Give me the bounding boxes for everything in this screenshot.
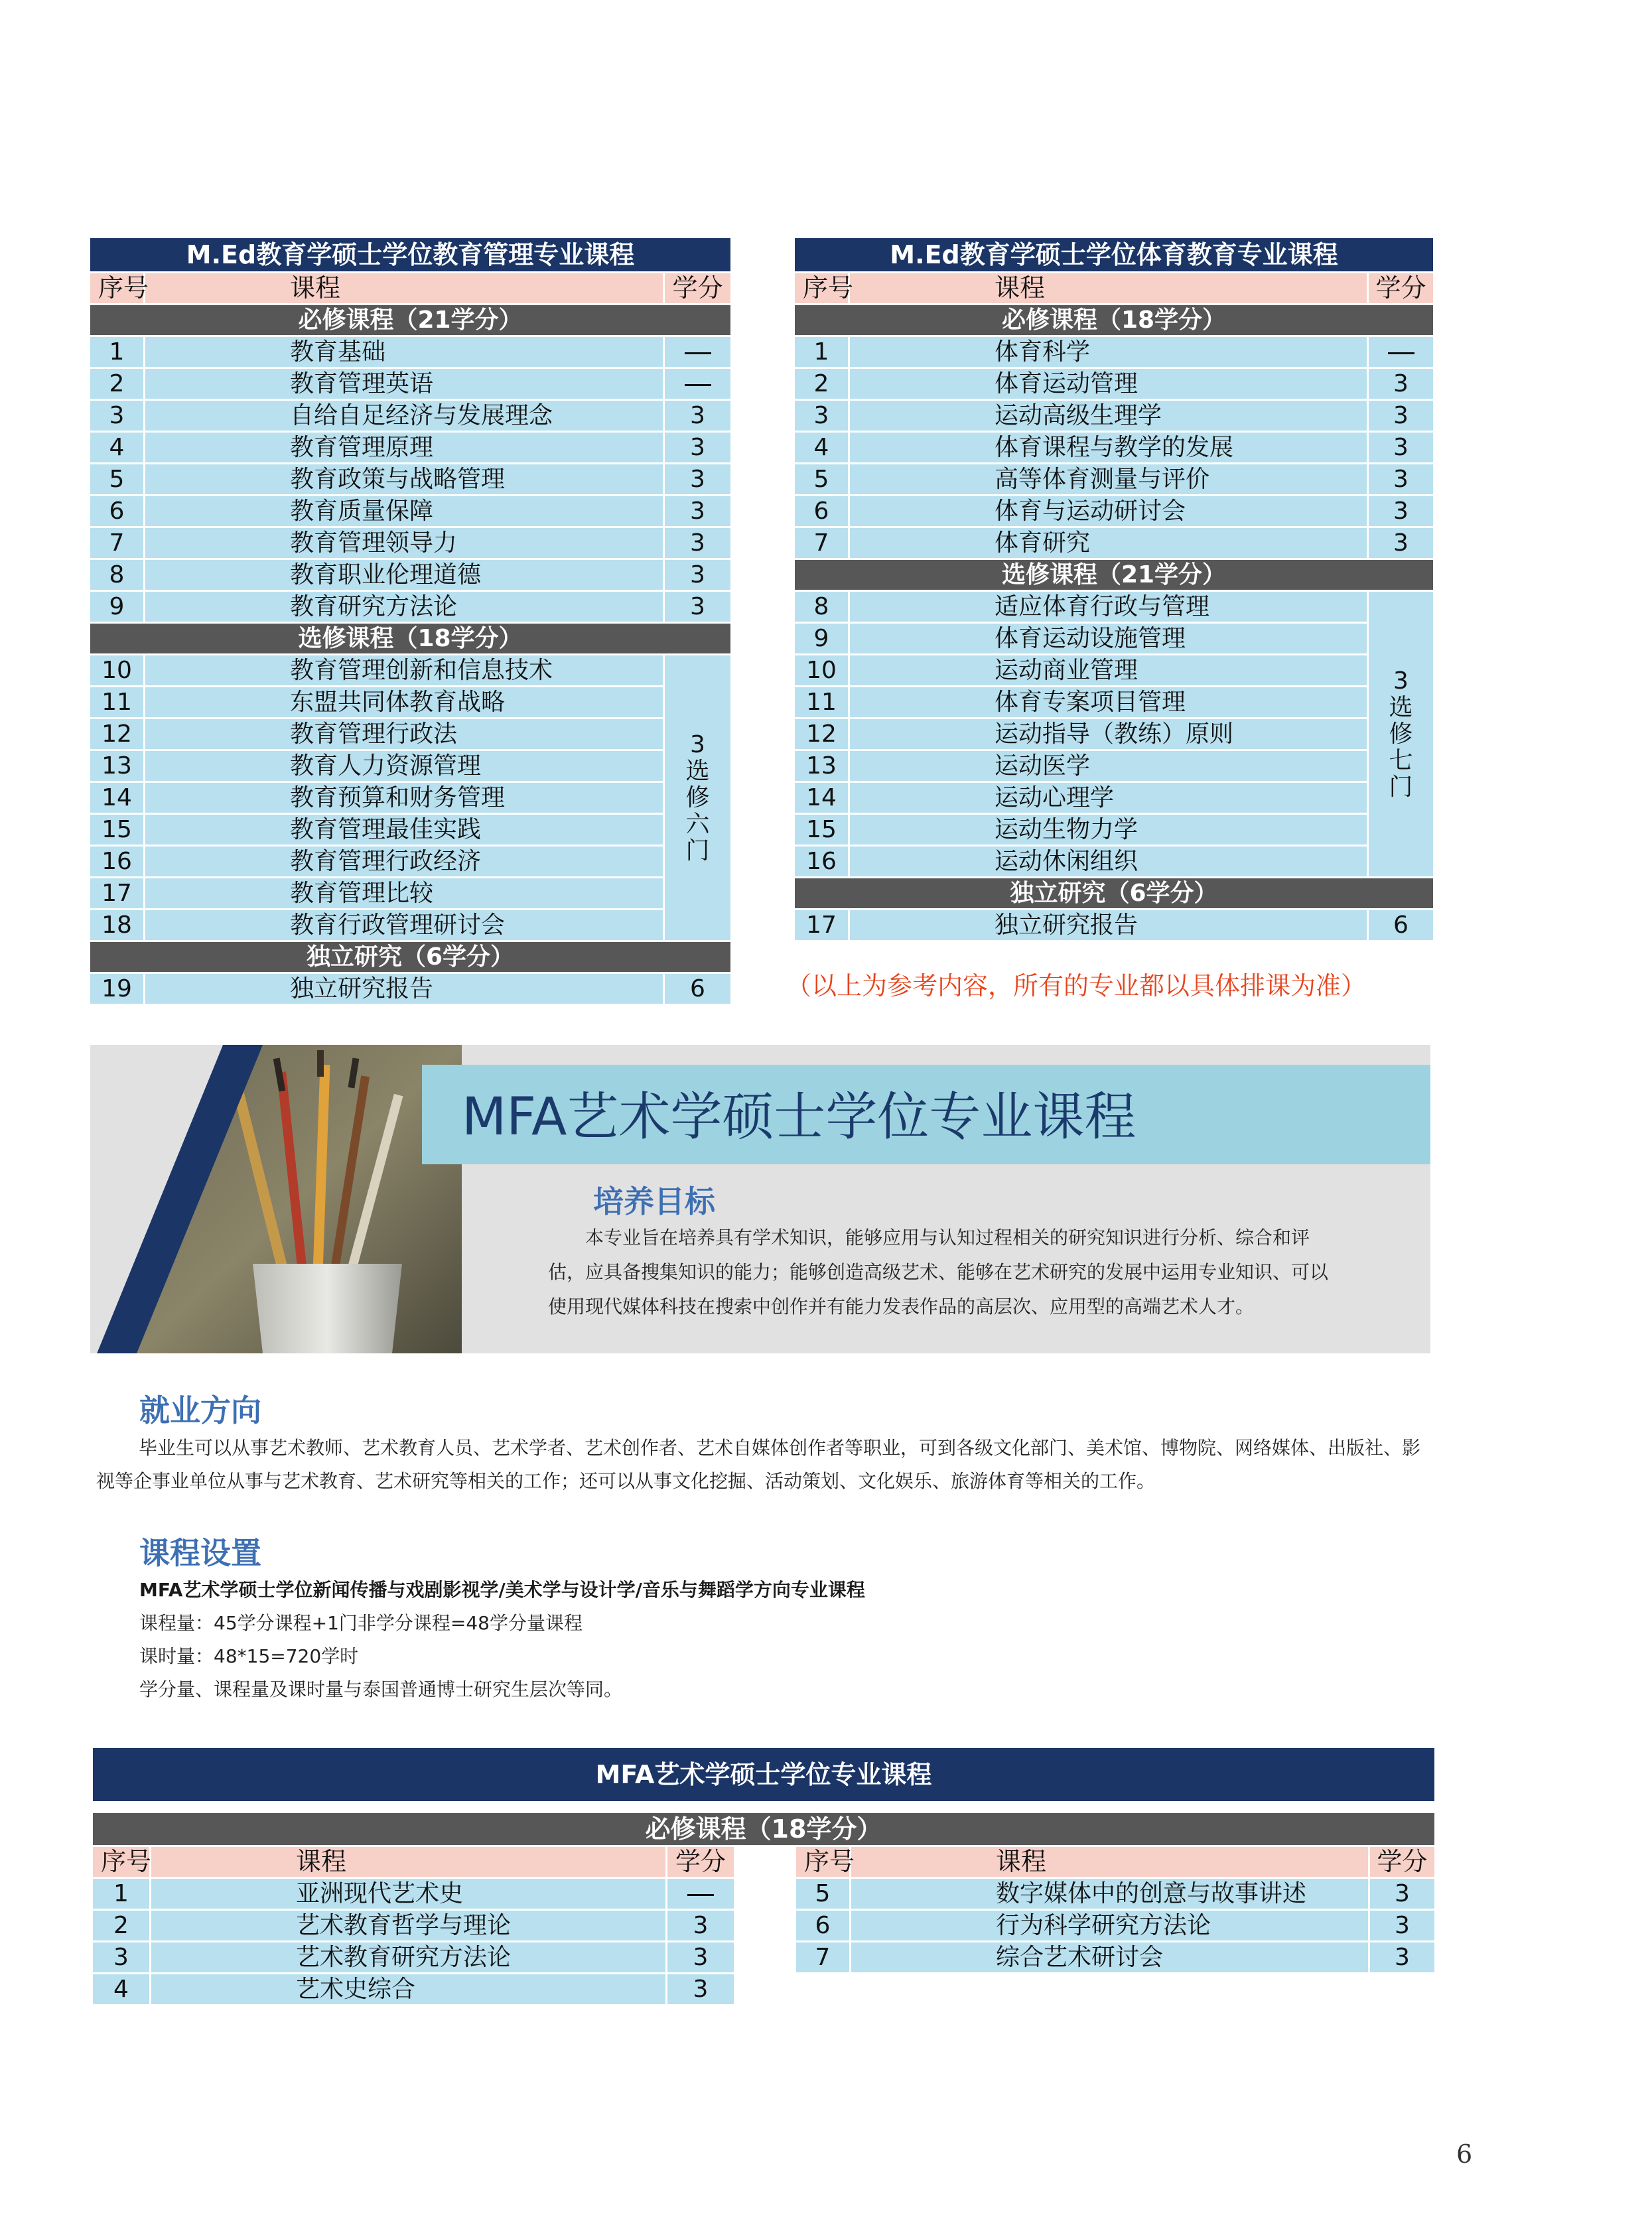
table-row [795, 464, 1433, 496]
course-no: 2 [90, 369, 143, 401]
dash-mark [685, 384, 711, 386]
elective-credit: 3 [690, 730, 705, 758]
course-no: 6 [90, 496, 143, 528]
course-no: 3 [93, 1942, 149, 1974]
section-label: 选修课程（21学分） [795, 560, 1433, 592]
goal-heading: 培养目标 [593, 1184, 715, 1219]
course-no: 15 [795, 815, 848, 847]
course-name: 体育科学 [848, 337, 1367, 369]
course-name: 教育基础 [143, 337, 663, 369]
course-credit: 3 [1367, 496, 1433, 528]
course-credit: 3 [1367, 369, 1433, 401]
table-row [90, 337, 730, 369]
curriculum-line-3: 学分量、课程量及课时量与泰国普通博士研究生层次等同。 [139, 1678, 623, 1700]
course-no: 19 [90, 974, 143, 1006]
page-number: 6 [1456, 2139, 1473, 2169]
course-name: 独立研究报告 [848, 910, 1367, 942]
course-no: 1 [795, 337, 848, 369]
elective-credit-cell [663, 655, 730, 942]
course-name: 教育研究方法论 [143, 592, 663, 624]
course-name: 行为科学研究方法论 [849, 1911, 1368, 1942]
header-no: 序号 [90, 273, 143, 305]
course-credit: 3 [665, 1942, 734, 1974]
header-no: 序号 [796, 1847, 849, 1879]
course-no: 7 [90, 528, 143, 560]
section-label: 选修课程（18学分） [90, 624, 730, 655]
course-no: 9 [795, 624, 848, 655]
header-credit: 学分 [663, 273, 730, 305]
course-name: 数字媒体中的创意与故事讲述 [849, 1879, 1368, 1911]
course-no: 13 [795, 751, 848, 783]
table-row [90, 655, 730, 687]
course-name: 体育运动管理 [848, 369, 1367, 401]
goal-text: 本专业旨在培养具有学术知识，能够应用与认知过程相关的研究知识进行分析、综合和评估，应具备搜集知识的能力；能够创造高级艺术、能够在艺术研究的发展中运用专业知识、可以使用现代媒体科技在搜索中创作并有能力发表作品的高层次、应用型的高端艺术人才。 [548, 1227, 1329, 1318]
med-physical-education-table [795, 238, 1433, 942]
course-credit [665, 1879, 734, 1911]
course-no: 4 [795, 433, 848, 464]
header-course: 课程 [848, 273, 1367, 305]
course-credit: 3 [665, 1974, 734, 2006]
table-header-row [795, 273, 1433, 305]
elective-note: 选修六门 [685, 757, 710, 864]
section-label: 必修课程（21学分） [90, 305, 730, 337]
course-name: 教育管理比较 [143, 878, 663, 910]
course-credit: 3 [663, 433, 730, 464]
course-credit: 3 [663, 528, 730, 560]
curriculum-line-1: 课程量：45学分课程+1门非学分课程=48学分量课程 [139, 1612, 583, 1634]
table-row [90, 528, 730, 560]
dash-mark [685, 352, 711, 354]
course-name: 运动医学 [848, 751, 1367, 783]
table-row [90, 751, 730, 783]
mfa-banner [90, 1045, 1430, 1353]
table-row [90, 560, 730, 592]
table-header-row [93, 1847, 734, 1879]
mfa-table-right [796, 1847, 1434, 1974]
course-name: 体育专案项目管理 [848, 687, 1367, 719]
table-row [795, 847, 1433, 878]
course-name: 教育管理最佳实践 [143, 815, 663, 847]
table-header-row [796, 1847, 1434, 1879]
table-row [93, 1911, 734, 1942]
course-credit: 6 [1367, 910, 1433, 942]
table-row [795, 337, 1433, 369]
header-course: 课程 [149, 1847, 665, 1879]
table-row [90, 433, 730, 464]
header-credit: 学分 [1368, 1847, 1434, 1879]
course-no: 14 [90, 783, 143, 815]
section-required [795, 305, 1433, 337]
career-text: 毕业生可以从事艺术教师、艺术教育人员、艺术学者、艺术创作者、艺术自媒体创作者等职业，可到各级文化部门、美术馆、博物院、网络媒体、出版社、影视等企事业单位从事与艺术教育、艺术研究等相关的工作；还可以从事文化挖掘、活动策划、文化娱乐、旅游体育等相关的工作。 [96, 1437, 1421, 1492]
table-row [90, 974, 730, 1006]
course-name: 教育政策与战略管理 [143, 464, 663, 496]
course-name: 高等体育测量与评价 [848, 464, 1367, 496]
course-no: 3 [90, 401, 143, 433]
section-elective [90, 624, 730, 655]
table-row [90, 464, 730, 496]
table-row [93, 1974, 734, 2006]
course-no: 2 [795, 369, 848, 401]
course-no: 5 [795, 464, 848, 496]
table-row [90, 369, 730, 401]
table-row [796, 1911, 1434, 1942]
course-no: 7 [795, 528, 848, 560]
header-credit: 学分 [1367, 273, 1433, 305]
course-credit [663, 337, 730, 369]
table-row [795, 592, 1433, 624]
course-name: 亚洲现代艺术史 [149, 1879, 665, 1911]
table-row [795, 624, 1433, 655]
table-row [90, 847, 730, 878]
header-no: 序号 [93, 1847, 149, 1879]
course-credit: 3 [1367, 401, 1433, 433]
mfa-table-left [93, 1847, 734, 2006]
table-row [795, 815, 1433, 847]
table-row [795, 401, 1433, 433]
table-row [795, 910, 1433, 942]
table-row [795, 751, 1433, 783]
table-row [795, 719, 1433, 751]
section-independent [90, 942, 730, 974]
course-no: 9 [90, 592, 143, 624]
course-name: 教育预算和财务管理 [143, 783, 663, 815]
course-name: 体育研究 [848, 528, 1367, 560]
course-name: 综合艺术研讨会 [849, 1942, 1368, 1974]
course-name: 教育管理行政经济 [143, 847, 663, 878]
course-credit: 3 [663, 464, 730, 496]
course-credit: 6 [663, 974, 730, 1006]
course-name: 艺术教育哲学与理论 [149, 1911, 665, 1942]
table-row [796, 1942, 1434, 1974]
mfa-required-label: 必修课程（18学分） [93, 1813, 1434, 1845]
course-no: 16 [90, 847, 143, 878]
course-credit [663, 369, 730, 401]
section-required [90, 305, 730, 337]
course-credit: 3 [663, 592, 730, 624]
course-no: 12 [795, 719, 848, 751]
course-no: 16 [795, 847, 848, 878]
course-no: 6 [795, 496, 848, 528]
course-name: 适应体育行政与管理 [848, 592, 1367, 624]
course-name: 体育课程与教学的发展 [848, 433, 1367, 464]
course-name: 教育行政管理研讨会 [143, 910, 663, 942]
table-row [795, 528, 1433, 560]
course-credit [1367, 337, 1433, 369]
curriculum-subtitle: MFA艺术学硕士学位新闻传播与戏剧影视学/美术学与设计学/音乐与舞蹈学方向专业课程 [139, 1579, 865, 1601]
course-no: 17 [795, 910, 848, 942]
section-label: 独立研究（6学分） [90, 942, 730, 974]
table-row [795, 783, 1433, 815]
section-label: 必修课程（18学分） [795, 305, 1433, 337]
career-heading: 就业方向 [139, 1392, 261, 1428]
table-row [93, 1942, 734, 1974]
course-credit: 3 [1368, 1911, 1434, 1942]
course-name: 运动生物力学 [848, 815, 1367, 847]
course-no: 7 [796, 1942, 849, 1974]
course-name: 独立研究报告 [143, 974, 663, 1006]
course-name: 教育管理创新和信息技术 [143, 655, 663, 687]
course-no: 8 [90, 560, 143, 592]
course-no: 10 [795, 655, 848, 687]
header-course: 课程 [143, 273, 663, 305]
course-no: 13 [90, 751, 143, 783]
table-row [795, 655, 1433, 687]
table-row [795, 369, 1433, 401]
section-label: 独立研究（6学分） [795, 878, 1433, 910]
section-independent [795, 878, 1433, 910]
med-education-management-table [90, 238, 730, 1006]
course-name: 运动高级生理学 [848, 401, 1367, 433]
table-row [796, 1879, 1434, 1911]
dash-mark [1388, 352, 1414, 354]
course-no: 3 [795, 401, 848, 433]
course-name: 体育运动设施管理 [848, 624, 1367, 655]
curriculum-line-2: 课时量：48*15=720学时 [139, 1645, 359, 1667]
course-credit: 3 [665, 1911, 734, 1942]
table-row [90, 783, 730, 815]
table-row [90, 910, 730, 942]
dash-mark [687, 1894, 714, 1896]
course-name: 教育人力资源管理 [143, 751, 663, 783]
header-no: 序号 [795, 273, 848, 305]
course-credit: 3 [663, 560, 730, 592]
course-no: 6 [796, 1911, 849, 1942]
course-no: 8 [795, 592, 848, 624]
course-name: 体育与运动研讨会 [848, 496, 1367, 528]
table-row [795, 687, 1433, 719]
course-name: 教育管理领导力 [143, 528, 663, 560]
course-no: 11 [90, 687, 143, 719]
course-no: 1 [90, 337, 143, 369]
course-name: 自给自足经济与发展理念 [143, 401, 663, 433]
course-name: 运动商业管理 [848, 655, 1367, 687]
course-name: 教育质量保障 [143, 496, 663, 528]
course-no: 15 [90, 815, 143, 847]
course-name: 教育职业伦理道德 [143, 560, 663, 592]
course-credit: 3 [1367, 464, 1433, 496]
table-row [90, 815, 730, 847]
course-credit: 3 [663, 496, 730, 528]
table-row [90, 401, 730, 433]
table-row [93, 1879, 734, 1911]
course-name: 运动心理学 [848, 783, 1367, 815]
course-credit: 3 [663, 401, 730, 433]
table-header-row [90, 273, 730, 305]
course-name: 东盟共同体教育战略 [143, 687, 663, 719]
course-no: 2 [93, 1911, 149, 1942]
course-credit: 3 [1367, 528, 1433, 560]
table-row [795, 433, 1433, 464]
course-name: 艺术史综合 [149, 1974, 665, 2006]
elective-note: 选修七门 [1389, 693, 1413, 801]
header-credit: 学分 [665, 1847, 734, 1879]
elective-credit: 3 [1393, 667, 1409, 695]
course-name: 教育管理行政法 [143, 719, 663, 751]
table-title-row [795, 238, 1433, 273]
course-no: 1 [93, 1879, 149, 1911]
course-name: 艺术教育研究方法论 [149, 1942, 665, 1974]
table-title-row [90, 238, 730, 273]
course-no: 18 [90, 910, 143, 942]
banner-title: MFA艺术学硕士学位专业课程 [462, 1087, 1136, 1147]
course-name: 教育管理英语 [143, 369, 663, 401]
course-no: 11 [795, 687, 848, 719]
table-title: M.Ed教育学硕士学位体育教育专业课程 [795, 238, 1433, 273]
course-no: 12 [90, 719, 143, 751]
header-course: 课程 [849, 1847, 1368, 1879]
table-row [90, 687, 730, 719]
course-no: 14 [795, 783, 848, 815]
table-row [90, 878, 730, 910]
mfa-table-title: MFA艺术学硕士学位专业课程 [93, 1748, 1434, 1801]
table-row [90, 719, 730, 751]
course-no: 4 [93, 1974, 149, 2006]
course-no: 10 [90, 655, 143, 687]
course-no: 17 [90, 878, 143, 910]
table-row [90, 496, 730, 528]
course-name: 运动指导（教练）原则 [848, 719, 1367, 751]
course-no: 5 [90, 464, 143, 496]
course-no: 5 [796, 1879, 849, 1911]
course-credit: 3 [1367, 433, 1433, 464]
elective-credit-cell [1367, 592, 1433, 878]
course-credit: 3 [1368, 1879, 1434, 1911]
course-name: 运动休闲组织 [848, 847, 1367, 878]
reference-note: （以上为参考内容，所有的专业都以具体排课为准） [786, 971, 1367, 1000]
course-no: 4 [90, 433, 143, 464]
section-elective [795, 560, 1433, 592]
curriculum-heading: 课程设置 [139, 1535, 261, 1571]
table-title: M.Ed教育学硕士学位教育管理专业课程 [90, 238, 730, 273]
course-credit: 3 [1368, 1942, 1434, 1974]
course-name: 教育管理原理 [143, 433, 663, 464]
brushes-photo [90, 1045, 462, 1353]
table-row [90, 592, 730, 624]
table-row [795, 496, 1433, 528]
